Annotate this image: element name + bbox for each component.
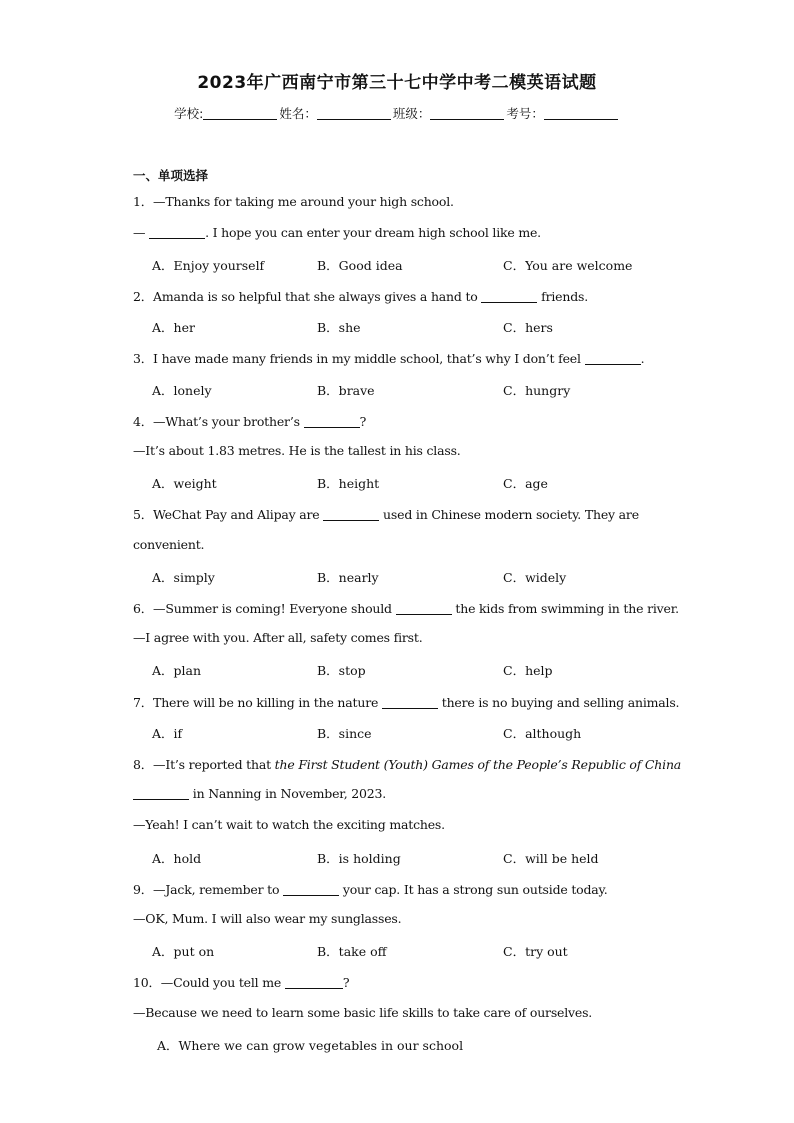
question-9-option-a[interactable]: A．put on <box>152 944 215 959</box>
question-7-option-c[interactable]: C．although <box>503 726 582 741</box>
question-5-line-1: 5．WeChat Pay and Alipay are used in Chinese modern society. They are <box>133 507 639 522</box>
answer-blank[interactable] <box>323 508 379 521</box>
answer-blank[interactable] <box>304 415 360 428</box>
question-4-option-b[interactable]: B．height <box>317 476 380 491</box>
question-8-line-2: in Nanning in November, 2023. <box>133 786 386 801</box>
question-7-line-1: 7．There will be no killing in the nature there is no buying and selling animals. <box>133 695 680 710</box>
question-3-line-1: 3．I have made many friends in my middle school, that’s why I don’t feel . <box>133 351 645 366</box>
class-blank[interactable] <box>430 107 504 120</box>
answer-blank[interactable] <box>285 976 343 989</box>
question-8-line-3: —Yeah! I can’t wait to watch the exciting matches. <box>133 817 445 832</box>
exam-number-label: 考号： <box>506 106 544 121</box>
answer-blank[interactable] <box>396 602 452 615</box>
question-3-option-a[interactable]: A．lonely <box>152 383 212 398</box>
question-2-option-b[interactable]: B．she <box>317 320 361 335</box>
question-10-line-2: —Because we need to learn some basic life skills to take care of ourselves. <box>133 1005 593 1020</box>
question-1-line-2: — . I hope you can enter your dream high school like me. <box>133 225 541 240</box>
question-8-option-c[interactable]: C．will be held <box>503 851 599 866</box>
question-2-option-a[interactable]: A．her <box>152 320 195 335</box>
question-10-option-a[interactable]: A．Where we can grow vegetables in our school <box>157 1038 464 1053</box>
question-9-option-c[interactable]: C．try out <box>503 944 568 959</box>
answer-blank[interactable] <box>481 290 537 303</box>
answer-blank[interactable] <box>133 787 189 800</box>
question-6-option-a[interactable]: A．plan <box>152 663 202 678</box>
question-4-line-1: 4．—What’s your brother’s ? <box>133 414 367 429</box>
answer-blank[interactable] <box>283 883 339 896</box>
question-5-option-c[interactable]: C．widely <box>503 570 567 585</box>
question-2-line-1: 2．Amanda is so helpful that she always gives a hand to friends. <box>133 289 589 304</box>
exam-number-blank[interactable] <box>544 107 618 120</box>
answer-blank[interactable] <box>149 226 205 239</box>
question-4-option-a[interactable]: A．weight <box>152 476 217 491</box>
student-info-row <box>0 104 794 122</box>
question-1-option-a[interactable]: A．Enjoy yourself <box>152 258 265 273</box>
answer-blank[interactable] <box>585 352 641 365</box>
name-label: 姓名： <box>279 106 317 121</box>
class-label: 班级： <box>392 106 431 121</box>
question-8-line-1: 8．—It’s reported that the First Student (Youth) Games of the People’s Republic of China <box>133 757 682 772</box>
school-blank[interactable] <box>203 107 277 120</box>
question-5-option-b[interactable]: B．nearly <box>317 570 379 585</box>
page-title: 2023年广西南宁市第三十七中学中考二模英语试题 <box>197 73 597 93</box>
question-7-option-b[interactable]: B．since <box>317 726 372 741</box>
question-3-option-c[interactable]: C．hungry <box>503 383 571 398</box>
question-3-option-b[interactable]: B．brave <box>317 383 375 398</box>
question-5-option-a[interactable]: A．simply <box>152 570 215 585</box>
question-9-line-2: —OK, Mum. I will also wear my sunglasses. <box>133 911 402 926</box>
question-1-option-c[interactable]: C．You are welcome <box>503 258 633 273</box>
question-7-option-a[interactable]: A．if <box>152 726 183 741</box>
question-1-line-1: 1．—Thanks for taking me around your high school. <box>133 194 454 209</box>
section-title: 一、单项选择 <box>133 168 209 183</box>
question-9-option-b[interactable]: B．take off <box>317 944 387 959</box>
question-4-line-2: —It’s about 1.83 metres. He is the tallest in his class. <box>133 443 461 458</box>
answer-blank[interactable] <box>382 696 438 709</box>
question-6-option-c[interactable]: C．help <box>503 663 553 678</box>
question-6-option-b[interactable]: B．stop <box>317 663 366 678</box>
question-6-line-2: —I agree with you. After all, safety comes first. <box>133 630 423 645</box>
question-2-option-c[interactable]: C．hers <box>503 320 553 335</box>
question-6-line-1: 6．—Summer is coming! Everyone should the kids from swimming in the river. <box>133 601 679 616</box>
question-5-line-2: convenient. <box>133 537 205 552</box>
question-8-option-b[interactable]: B．is holding <box>317 851 401 866</box>
question-9-line-1: 9．—Jack, remember to your cap. It has a strong sun outside today. <box>133 882 608 897</box>
school-label: 学校: <box>174 106 204 121</box>
question-10-line-1: 10．—Could you tell me ? <box>133 975 350 990</box>
question-4-option-c[interactable]: C．age <box>503 476 548 491</box>
question-8-option-a[interactable]: A．hold <box>152 851 202 866</box>
name-blank[interactable] <box>317 107 391 120</box>
question-1-option-b[interactable]: B．Good idea <box>317 258 403 273</box>
